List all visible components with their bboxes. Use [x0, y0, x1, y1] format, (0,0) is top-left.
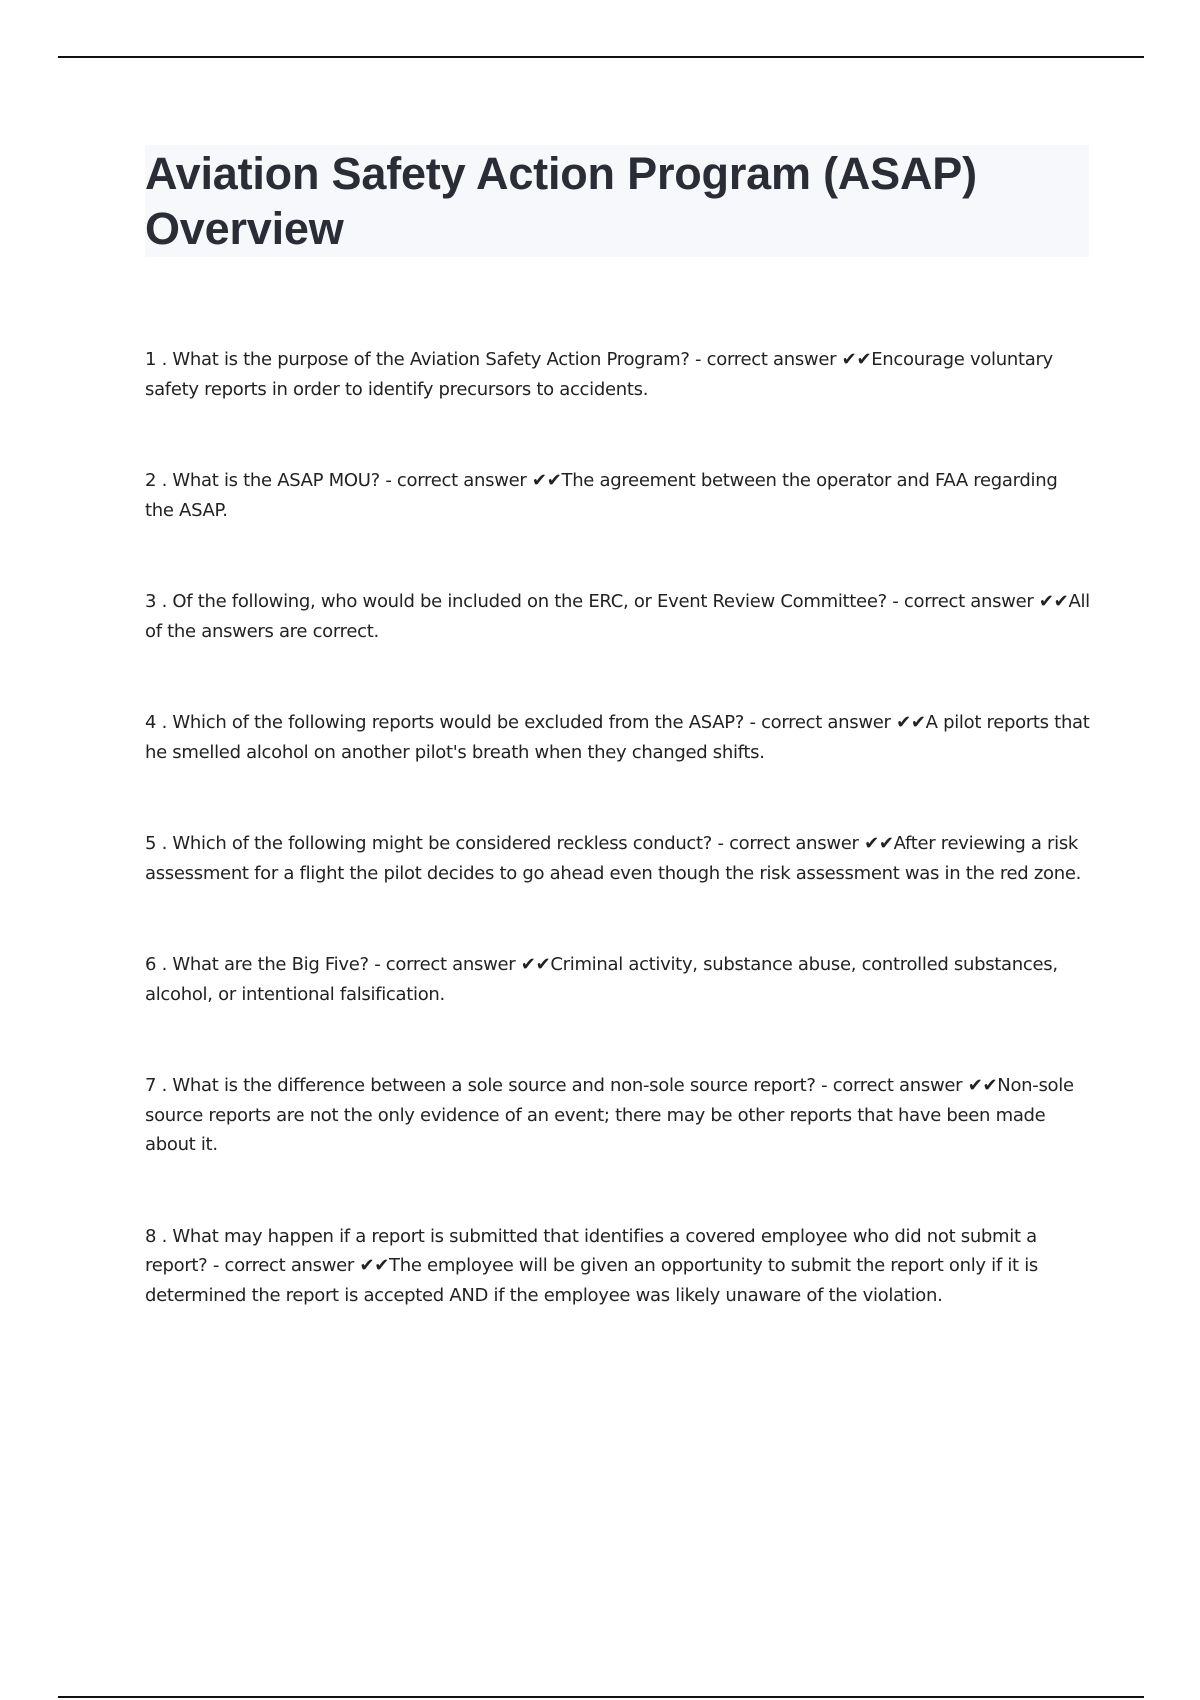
question-number: 6 [145, 954, 157, 975]
question-item-6: 6 . What are the Big Five? - correct answer ✔✔Criminal activity, substance abuse, controlled substances, alcohol, or intentional falsification. [145, 954, 1058, 1005]
answer-text: Non-sole source reports are not the only evidence of an event; there may be other reports that have been made about it. [145, 1075, 1074, 1155]
question-item-7: 7 . What is the difference between a sole source and non-sole source report? - correct answer ✔✔Non-sole source reports are not the only evidence of an event; there may be other reports that have been made about it. [145, 1075, 1074, 1155]
top-rule [58, 56, 1144, 58]
question-text: What is the ASAP MOU? [172, 470, 380, 491]
answer-text: Criminal activity, substance abuse, controlled substances, alcohol, or intentional falsification. [145, 954, 1058, 1005]
question-number: 2 [145, 470, 157, 491]
answer-text: All of the answers are correct. [145, 591, 1090, 642]
answer-prefix: - correct answer [892, 591, 1034, 612]
check-marks-icon: ✔✔ [864, 833, 894, 854]
question-item-2: 2 . What is the ASAP MOU? - correct answer ✔✔The agreement between the operator and FAA regarding the ASAP. [145, 470, 1058, 521]
question-text: What may happen if a report is submitted that identifies a covered employee who did not submit a report? [145, 1225, 1037, 1276]
document-title: Aviation Safety Action Program (ASAP) Overview [145, 148, 977, 254]
question-text: Of the following, who would be included on the ERC, or Event Review Committee? [172, 591, 887, 612]
check-marks-icon: ✔✔ [531, 470, 562, 491]
answer-prefix: - correct answer [821, 1075, 963, 1096]
question-text: Which of the following might be considered reckless conduct? [172, 833, 713, 854]
question-item-5: 5 . Which of the following might be considered reckless conduct? - correct answer ✔✔After reviewing a risk assessment for a flight the pilot decides to go ahead even though the risk assessment was in the red zone. [145, 833, 1082, 884]
question-number: 8 [145, 1225, 157, 1247]
question-number: 4 [145, 712, 157, 733]
answer-prefix: - correct answer [695, 349, 837, 370]
answer-text: Encourage voluntary safety reports in order to identify precursors to accidents. [145, 349, 1053, 400]
question-text: What are the Big Five? [172, 954, 369, 975]
check-marks-icon: ✔✔ [520, 954, 551, 975]
title-banner [145, 145, 1089, 257]
answer-text: A pilot reports that he smelled alcohol on another pilot's breath when they changed shifts. [145, 712, 1090, 763]
question-number: 5 [145, 833, 157, 854]
question-item-1: 1 . What is the purpose of the Aviation Safety Action Program? - correct answer ✔✔Encourage voluntary safety reports in order to identify precursors to accidents. [145, 349, 1053, 400]
check-marks-icon: ✔✔ [967, 1075, 998, 1096]
question-number: 7 [145, 1075, 157, 1096]
answer-prefix: - correct answer [749, 712, 891, 733]
answer-text: The agreement between the operator and FAA regarding the ASAP. [145, 470, 1058, 521]
answer-text: After reviewing a risk assessment for a flight the pilot decides to go ahead even though the risk assessment was in the red zone. [145, 833, 1082, 884]
question-list [145, 345, 1090, 1310]
answer-prefix: - correct answer [374, 954, 516, 975]
question-text: What is the purpose of the Aviation Safety Action Program? [172, 349, 690, 370]
answer-prefix: - correct answer [212, 1255, 355, 1276]
question-text: Which of the following reports would be excluded from the ASAP? [172, 712, 745, 733]
question-item-4: 4 . Which of the following reports would be excluded from the ASAP? - correct answer ✔✔A pilot reports that he smelled alcohol on another pilot's breath when they changed shifts. [145, 712, 1090, 763]
check-marks-icon: ✔✔ [1038, 591, 1069, 612]
check-marks-icon: ✔✔ [841, 349, 872, 370]
check-marks-icon: ✔✔ [359, 1255, 390, 1276]
check-marks-icon: ✔✔ [896, 712, 926, 733]
answer-text: The employee will be given an opportunity to submit the report only if it is determined the report is accepted AND if the employee was likely unaware of the violation. [145, 1255, 1039, 1306]
question-number: 1 [145, 349, 157, 370]
question-number: 3 [145, 591, 157, 612]
question-item-8: 8 . What may happen if a report is submitted that identifies a covered employee who did not submit a report? - correct answer ✔✔The employee will be given an opportunity to submit the report only if it is determined the report is accepted AND if the employee was likely unaware of the violation. [145, 1225, 1039, 1306]
question-item-3: 3 . Of the following, who would be included on the ERC, or Event Review Committee? - correct answer ✔✔All of the answers are correct. [145, 591, 1090, 642]
question-text: What is the difference between a sole source and non-sole source report? [172, 1075, 816, 1096]
answer-prefix: - correct answer [717, 833, 859, 854]
answer-prefix: - correct answer [385, 470, 527, 491]
bottom-rule [58, 1696, 1144, 1698]
